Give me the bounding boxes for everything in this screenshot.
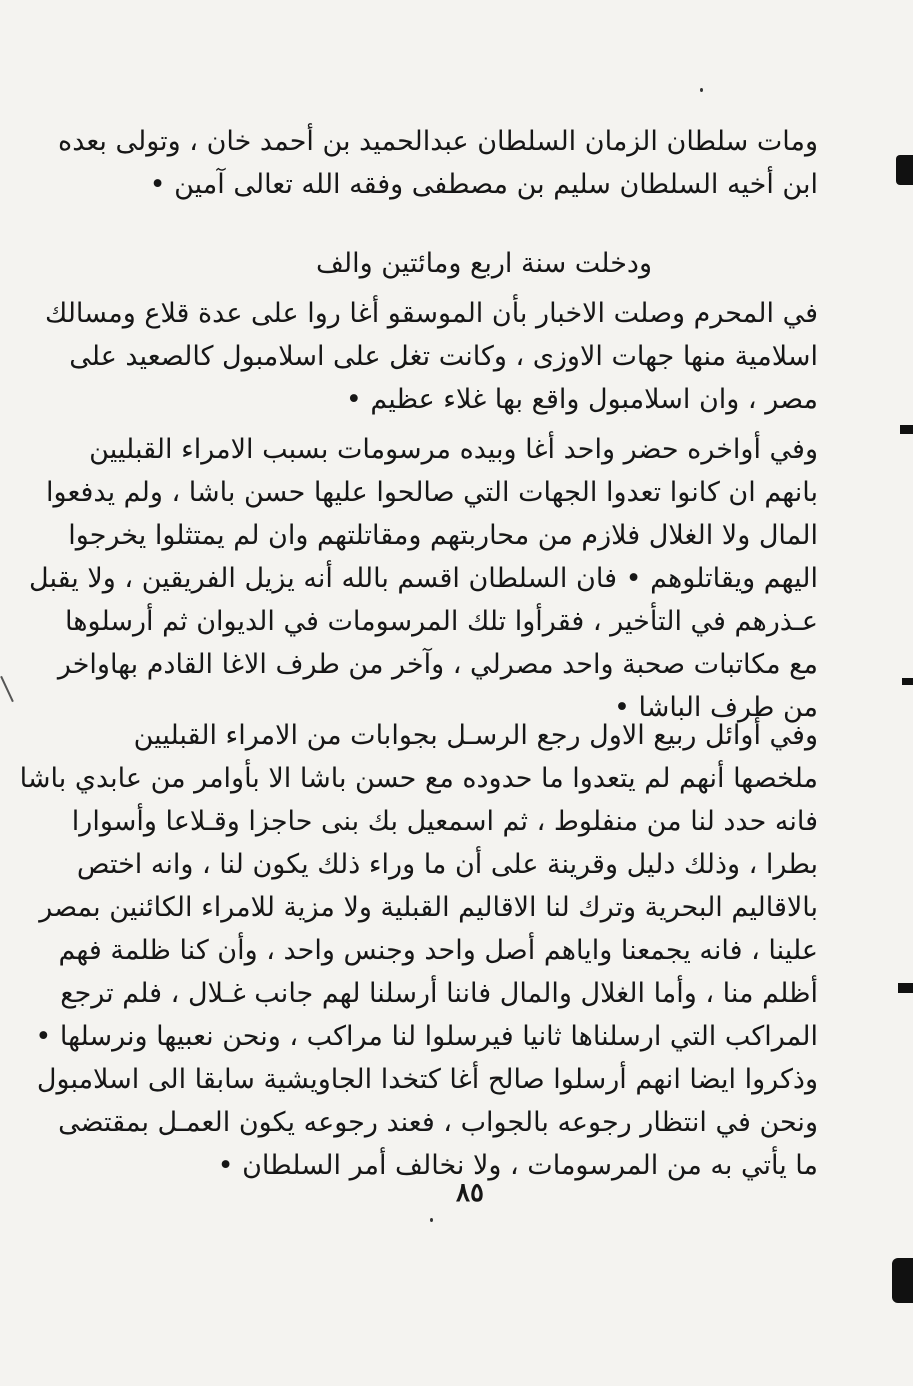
page-number: ٨٥ — [456, 1178, 484, 1208]
text-line: المراكب التي ارسلناها ثانيا فيرسلوا لنا مراكب ، ونحن نعبيها ونرسلها • — [35, 1021, 818, 1052]
paragraph-decrees — [29, 434, 818, 737]
text-line: أظلم منا ، وأما الغلال والمال فاننا أرسلنا لهم جانب غـلال ، فلم ترجع — [60, 978, 818, 1009]
text-line: بانهم ان كانوا تعدوا الجهات التي صالحوا عليها حسن باشا ، ولم يدفعوا — [46, 477, 818, 508]
year-heading: ودخلت سنة اربع ومائتين والف — [315, 248, 652, 279]
text-line: مع مكاتبات صحبة واحد مصرلي ، وآخر من طرف الاغا القادم بهاواخر — [57, 649, 818, 680]
text-line: المال ولا الغلال فلازم من محاربتهم ومقاتلتهم وان لم يمتثلوا يخرجوا — [68, 520, 818, 551]
scan-edge-mark — [902, 678, 913, 685]
text-line: ملخصها أنهم لم يتعدوا ما حدوده مع حسن باشا الا بأوامر من عابدي باشا — [19, 763, 818, 794]
scan-speck — [700, 88, 703, 92]
text-line: وفي أوائل ربيع الاول رجع الرسـل بجوابات من الامراء القبليين — [133, 720, 818, 751]
scan-edge-mark — [892, 1258, 913, 1303]
text-line: اليهم ويقاتلوهم • فان السلطان اقسم بالله أنه يزيل الفريقين ، ولا يقبل — [29, 563, 818, 594]
scan-edge-mark — [900, 425, 913, 434]
text-line: من طرف الباشا • — [613, 692, 818, 723]
text-line: وفي أواخره حضر واحد أغا وبيده مرسومات بسبب الامراء القبليين — [89, 434, 818, 465]
text-line: بالاقاليم البحرية وترك لنا الاقاليم القبلية ولا مزية للامراء الكائنين بمصر — [39, 892, 818, 923]
scan-speck — [430, 1218, 433, 1222]
text-line: ابن أخيه السلطان سليم بن مصطفى وفقه الله تعالى آمين • — [149, 169, 818, 200]
paragraph-muharram — [44, 298, 818, 429]
text-line: ما يأتي به من المرسومات ، ولا نخالف أمر السلطان • — [217, 1150, 818, 1181]
text-line: علينا ، فانه يجمعنا واياهم أصل واحد وجنس واحد ، وأن كنا ظلمة فهم — [58, 935, 818, 966]
scan-edge-mark — [898, 983, 913, 993]
scan-edge-mark — [0, 676, 14, 702]
text-line: اسلامية منها جهات الاوزى ، وكانت تغل على اسلامبول كالصعيد على — [69, 341, 818, 372]
text-line: فانه حدد لنا من منفلوط ، ثم اسمعيل بك بنى حاجزا وقـلاعا وأسوارا — [71, 806, 818, 837]
paragraph-replies — [19, 720, 818, 1195]
text-line: ومات سلطان الزمان السلطان عبدالحميد بن أحمد خان ، وتولى بعده — [58, 126, 818, 157]
paragraph-sultan-death — [58, 126, 818, 214]
text-line: مصر ، وان اسلامبول واقع بها غلاء عظيم • — [345, 384, 818, 415]
text-line: بطرا ، وذلك دليل وقرينة على أن ما وراء ذلك يكون لنا ، وانه اختص — [76, 849, 818, 880]
scan-edge-mark — [896, 155, 913, 185]
text-line: ونحن في انتظار رجوعه بالجواب ، فعند رجوعه يكون العمـل بمقتضى — [58, 1107, 818, 1138]
text-line: في المحرم وصلت الاخبار بأن الموسقو أغا روا على عدة قلاع ومسالك — [44, 298, 818, 329]
text-line: وذكروا ايضا انهم أرسلوا صالح أغا كتخدا الجاويشية سابقا الى اسلامبول — [36, 1064, 818, 1095]
text-line: عـذرهم في التأخير ، فقرأوا تلك المرسومات في الديوان ثم أرسلوها — [65, 606, 818, 637]
